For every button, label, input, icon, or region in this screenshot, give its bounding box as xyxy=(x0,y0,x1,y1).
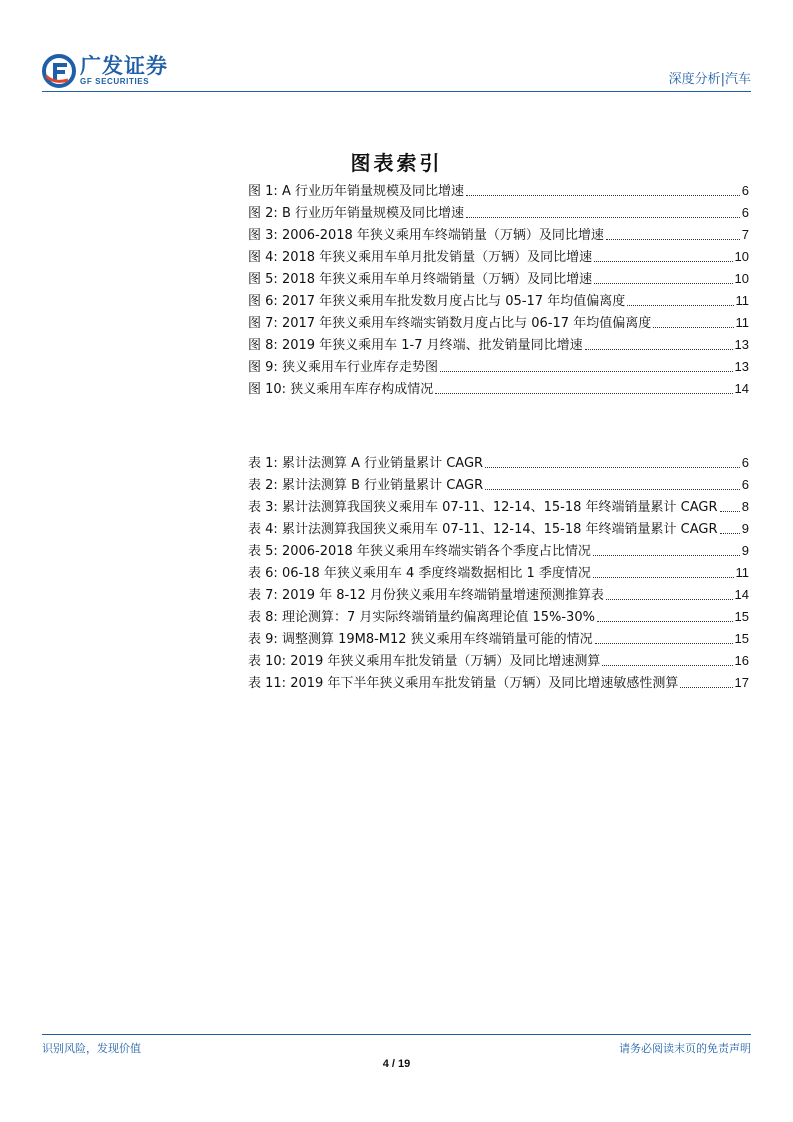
toc-entry-title: 2018 年狭义乘用车单月终端销量（万辆）及同比增速 xyxy=(281,272,593,287)
toc-entry-page: 11 xyxy=(735,565,749,580)
dot-leader xyxy=(485,488,740,490)
toc-entry-page: 13 xyxy=(734,359,749,374)
figure-index-entry[interactable] xyxy=(248,202,749,224)
toc-entry-label: 表 3: xyxy=(248,500,278,515)
dot-leader xyxy=(585,348,733,350)
table-index-entry[interactable] xyxy=(248,628,749,650)
toc-entry-title: 狭义乘用车行业库存走势图 xyxy=(281,360,438,375)
toc-entry-text xyxy=(248,650,600,669)
toc-entry-page: 16 xyxy=(734,653,749,668)
toc-entry-label: 图 3: xyxy=(248,228,278,243)
toc-entry-title: 调整测算 19M8-M12 狭义乘用车终端销量可能的情况 xyxy=(281,632,593,647)
toc-entry-page: 10 xyxy=(734,249,749,264)
toc-entry-page: 15 xyxy=(734,631,749,646)
toc-entry-page: 11 xyxy=(735,293,749,308)
toc-entry-text xyxy=(248,268,592,287)
toc-entry-label: 表 8: xyxy=(248,610,278,625)
logo-english-name: GF SECURITIES xyxy=(80,77,150,86)
footer-divider xyxy=(42,1034,751,1035)
toc-entry-page: 9 xyxy=(741,543,749,558)
toc-entry-label: 表 10: xyxy=(248,654,287,669)
company-logo xyxy=(42,50,182,90)
figure-index xyxy=(248,180,749,400)
toc-entry-text xyxy=(248,202,464,221)
dot-leader xyxy=(440,370,733,372)
table-index-entry[interactable] xyxy=(248,540,749,562)
figure-index-entry[interactable] xyxy=(248,224,749,246)
figure-index-entry[interactable] xyxy=(248,378,749,400)
toc-entry-title: 狭义乘用车库存构成情况 xyxy=(290,382,434,397)
toc-entry-label: 图 10: xyxy=(248,382,287,397)
toc-entry-text xyxy=(248,474,483,493)
toc-entry-label: 图 6: xyxy=(248,294,278,309)
toc-entry-text xyxy=(248,356,438,375)
toc-entry-text xyxy=(248,540,591,559)
toc-entry-title: 2019 年下半年狭义乘用车批发销量（万辆）及同比增速敏感性测算 xyxy=(290,676,679,691)
toc-entry-text xyxy=(248,518,718,537)
toc-entry-text xyxy=(248,334,583,353)
toc-entry-page: 6 xyxy=(741,205,749,220)
dot-leader xyxy=(485,466,740,468)
dot-leader xyxy=(597,620,733,622)
toc-entry-title: 理论测算：7 月实际终端销量约偏离理论值 15%-30% xyxy=(281,610,595,625)
toc-entry-label: 图 4: xyxy=(248,250,278,265)
toc-entry-text xyxy=(248,378,433,397)
footer-slogan: 识别风险，发现价值 xyxy=(42,1042,141,1055)
toc-entry-label: 图 5: xyxy=(248,272,278,287)
table-index-entry[interactable] xyxy=(248,452,749,474)
toc-entry-label: 表 2: xyxy=(248,478,278,493)
toc-entry-label: 图 8: xyxy=(248,338,278,353)
dot-leader xyxy=(627,304,733,306)
table-index xyxy=(248,452,749,694)
table-index-entry[interactable] xyxy=(248,650,749,672)
toc-entry-text xyxy=(248,606,595,625)
toc-entry-page: 13 xyxy=(734,337,749,352)
dot-leader xyxy=(466,194,740,196)
toc-entry-label: 表 1: xyxy=(248,456,278,471)
dot-leader xyxy=(602,664,732,666)
figure-index-entry[interactable] xyxy=(248,334,749,356)
toc-entry-text xyxy=(248,312,651,331)
logo-chinese-name: 广发证券 xyxy=(80,54,168,78)
toc-entry-page: 6 xyxy=(741,477,749,492)
dot-leader xyxy=(680,686,732,688)
dot-leader xyxy=(593,576,734,578)
dot-leader xyxy=(466,216,740,218)
toc-entry-page: 6 xyxy=(741,455,749,470)
toc-entry-page: 14 xyxy=(734,587,749,602)
toc-entry-page: 14 xyxy=(734,381,749,396)
table-index-entry[interactable] xyxy=(248,474,749,496)
toc-entry-label: 图 7: xyxy=(248,316,278,331)
dot-leader xyxy=(606,238,740,240)
dot-leader xyxy=(595,642,733,644)
figure-index-entry[interactable] xyxy=(248,290,749,312)
toc-entry-page: 6 xyxy=(741,183,749,198)
toc-entry-title: 2017 年狭义乘用车批发数月度占比与 05-17 年均值偏离度 xyxy=(281,294,626,309)
toc-entry-label: 表 9: xyxy=(248,632,278,647)
page-title: 图表索引 xyxy=(350,151,443,175)
toc-entry-text xyxy=(248,180,464,199)
toc-entry-page: 17 xyxy=(734,675,749,690)
toc-entry-title: 06-18 年狭义乘用车 4 季度终端数据相比 1 季度情况 xyxy=(281,566,591,581)
toc-entry-label: 表 6: xyxy=(248,566,278,581)
toc-entry-title: 累计法测算 A 行业销量累计 CAGR xyxy=(281,456,484,471)
table-index-entry[interactable] xyxy=(248,606,749,628)
page-header xyxy=(42,48,751,92)
dot-leader xyxy=(606,598,733,600)
toc-entry-label: 图 2: xyxy=(248,206,278,221)
figure-index-entry[interactable] xyxy=(248,180,749,202)
gf-logo-icon xyxy=(42,54,76,88)
toc-entry-title: 2006-2018 年狭义乘用车终端销量（万辆）及同比增速 xyxy=(281,228,604,243)
toc-entry-label: 表 4: xyxy=(248,522,278,537)
toc-entry-text xyxy=(248,452,483,471)
toc-entry-text xyxy=(248,628,593,647)
table-index-entry[interactable] xyxy=(248,496,749,518)
table-index-entry[interactable] xyxy=(248,518,749,540)
figure-index-entry[interactable] xyxy=(248,268,749,290)
toc-entry-page: 11 xyxy=(735,315,749,330)
toc-entry-text xyxy=(248,496,718,515)
figure-index-entry[interactable] xyxy=(248,246,749,268)
toc-entry-page: 8 xyxy=(741,499,749,514)
dot-leader xyxy=(435,392,732,394)
toc-entry-text xyxy=(248,562,591,581)
dot-leader xyxy=(720,532,740,534)
dot-leader xyxy=(720,510,740,512)
toc-entry-label: 表 7: xyxy=(248,588,278,603)
header-divider xyxy=(42,91,751,92)
toc-entry-title: 2019 年 8-12 月份狭义乘用车终端销量增速预测推算表 xyxy=(281,588,604,603)
dot-leader xyxy=(593,554,740,556)
toc-entry-label: 图 9: xyxy=(248,360,278,375)
toc-entry-title: 累计法测算 B 行业销量累计 CAGR xyxy=(281,478,484,493)
toc-entry-title: 2006-2018 年狭义乘用车终端实销各个季度占比情况 xyxy=(281,544,591,559)
report-section-label: 深度分析|汽车 xyxy=(668,72,751,87)
toc-entry-label: 图 1: xyxy=(248,184,278,199)
toc-entry-title: 2019 年狭义乘用车 1-7 月终端、批发销量同比增速 xyxy=(281,338,583,353)
figure-index-entry[interactable] xyxy=(248,356,749,378)
table-index-entry[interactable] xyxy=(248,562,749,584)
toc-entry-page: 7 xyxy=(741,227,749,242)
toc-entry-title: A 行业历年销量规模及同比增速 xyxy=(281,184,464,199)
table-index-entry[interactable] xyxy=(248,584,749,606)
toc-entry-text xyxy=(248,246,592,265)
toc-entry-text xyxy=(248,584,604,603)
toc-entry-page: 10 xyxy=(734,271,749,286)
toc-entry-page: 9 xyxy=(741,521,749,536)
toc-entry-text xyxy=(248,290,625,309)
figure-index-entry[interactable] xyxy=(248,312,749,334)
footer-disclaimer-note: 请务必阅读末页的免责声明 xyxy=(619,1042,751,1055)
toc-entry-title: B 行业历年销量规模及同比增速 xyxy=(281,206,464,221)
dot-leader xyxy=(653,326,733,328)
toc-entry-title: 2017 年狭义乘用车终端实销数月度占比与 06-17 年均值偏离度 xyxy=(281,316,652,331)
dot-leader xyxy=(594,260,732,262)
toc-entry-label: 表 5: xyxy=(248,544,278,559)
toc-entry-text xyxy=(248,224,604,243)
toc-entry-title: 2018 年狭义乘用车单月批发销量（万辆）及同比增速 xyxy=(281,250,593,265)
toc-entry-text xyxy=(248,672,678,691)
toc-entry-title: 累计法测算我国狭义乘用车 07-11、12-14、15-18 年终端销量累计 CAGR xyxy=(281,500,718,515)
table-index-entry[interactable] xyxy=(248,672,749,694)
toc-entry-label: 表 11: xyxy=(248,676,287,691)
toc-entry-title: 累计法测算我国狭义乘用车 07-11、12-14、15-18 年终端销量累计 CAGR xyxy=(281,522,718,537)
toc-entry-page: 15 xyxy=(734,609,749,624)
toc-entry-title: 2019 年狭义乘用车批发销量（万辆）及同比增速测算 xyxy=(290,654,601,669)
page-number: 4 / 19 xyxy=(382,1058,411,1070)
dot-leader xyxy=(594,282,732,284)
